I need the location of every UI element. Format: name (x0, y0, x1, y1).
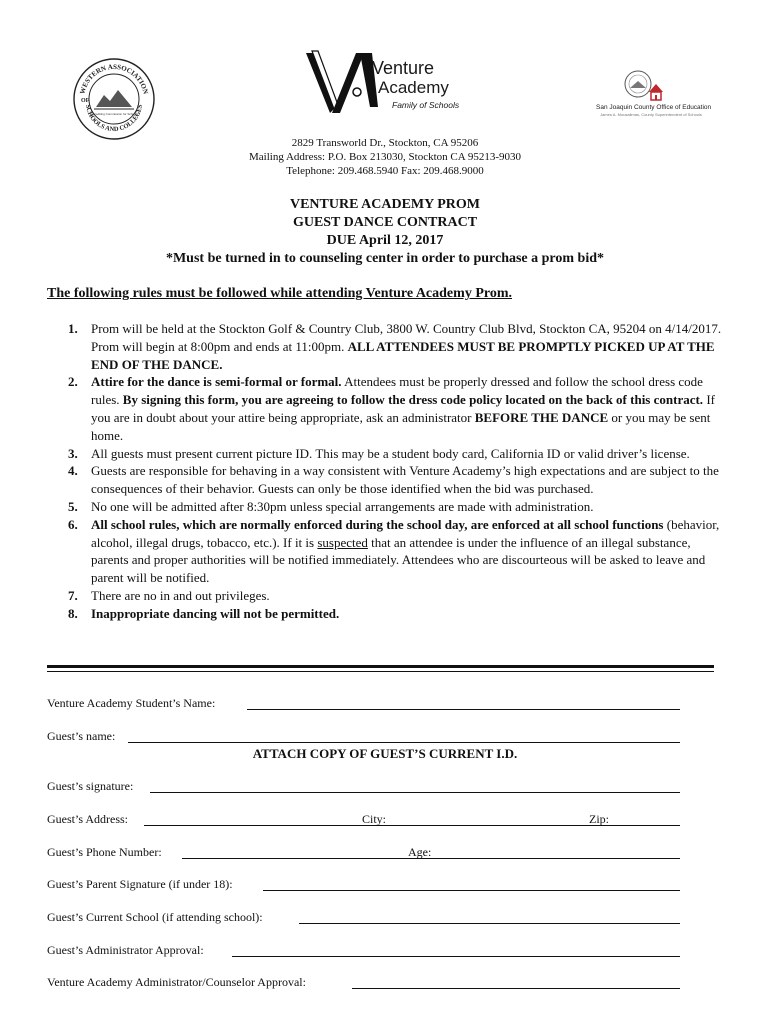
guest-address-label: Guest’s Address: (47, 812, 128, 826)
family-of-schools: Family of Schools (392, 100, 460, 110)
guest-name-label: Guest’s name: (47, 729, 116, 743)
wasc-bottom-text: SCHOOLS AND COLLEGES (84, 104, 144, 134)
title-line-1: VENTURE ACADEMY PROM (289, 197, 481, 212)
attach-id-note: ATTACH COPY OF GUEST’S CURRENT I.D. (252, 746, 518, 761)
rule-number: 3. (68, 445, 78, 461)
wasc-seal-logo (72, 57, 156, 141)
current-school-field[interactable] (299, 923, 680, 924)
student-name-field[interactable] (247, 709, 680, 710)
zip-label: Zip: (589, 812, 609, 826)
guest-signature-field[interactable] (150, 792, 680, 793)
academy-word: Academy (378, 78, 449, 97)
va-admin-approval-label: Venture Academy Administrator/Counselor Approval: (47, 975, 306, 989)
rule-number: 6. (68, 516, 78, 532)
address-line-1: 2829 Transworld Dr., Stockton, CA 95206 (291, 137, 479, 149)
rule-item-4 (47, 462, 727, 498)
rule-text: If you are in doubt about your attire being appropriate, ask an administrator (91, 392, 715, 425)
title-line-3: DUE April 12, 2017 (326, 233, 444, 248)
rule-item-8 (47, 605, 727, 623)
rule-text-bold: Inappropriate dancing will not be permitted. (91, 605, 340, 621)
rule-text: (behavior, alcohol, illegal drugs, tobacco, etc.). If it is (91, 516, 720, 550)
rule-item-6 (47, 516, 727, 587)
rule-item-7 (47, 587, 727, 605)
rules-list (47, 320, 727, 623)
sjcoe-name: San Joaquin County Office of Education (596, 104, 712, 111)
address-line-3: Telephone: 209.468.5940 Fax: 209.468.9000 (286, 165, 484, 177)
title-line-2: GUEST DANCE CONTRACT (292, 215, 478, 230)
venture-academy-logo (306, 49, 506, 117)
wasc-inner-text: Accrediting Commission for Schools (89, 112, 139, 116)
sjcoe-logo (596, 70, 712, 122)
separator-rule-thick (47, 665, 714, 668)
title-line-4: *Must be turned in to counseling center in order to purchase a prom bid* (165, 251, 605, 266)
rule-item-5 (47, 498, 727, 516)
rule-text: There are no in and out privileges. (91, 587, 270, 603)
rules-intro: The following rules must be followed while attending Venture Academy Prom. (47, 286, 512, 301)
rule-number: 1. (68, 321, 78, 336)
rule-text: Attendees must be properly dressed and follow the school dress code rules. (91, 374, 703, 408)
venture-word: Venture (372, 58, 435, 78)
rule-item-1 (47, 320, 727, 373)
current-school-label: Guest’s Current School (if attending school): (47, 910, 263, 924)
rule-text: or you may be sent home. (91, 409, 711, 443)
rule-item-3 (47, 445, 727, 463)
separator-rule-thin (47, 671, 714, 672)
admin-approval-label: Guest’s Administrator Approval: (47, 943, 204, 957)
parent-signature-field[interactable] (263, 890, 680, 891)
guest-signature-label: Guest’s signature: (47, 779, 134, 793)
rule-text: All guests must present current picture ID. This may be a student body card, California ID or valid driver’s license. (91, 445, 690, 461)
rule-text-underlined: suspected (317, 534, 368, 550)
student-name-label: Venture Academy Student’s Name: (47, 696, 216, 710)
wasc-left-text: OF (81, 98, 90, 104)
schoolhouse-icon (596, 70, 706, 104)
guest-name-field[interactable] (128, 742, 680, 743)
rule-number: 7. (68, 587, 78, 603)
rule-text: No one will be admitted after 8:30pm unless special arrangements are made with administration. (91, 498, 594, 514)
rule-item-2 (47, 373, 727, 444)
admin-approval-field[interactable] (232, 956, 680, 957)
rule-number: 4. (68, 463, 78, 479)
address-line-2: Mailing Address: P.O. Box 213030, Stockton CA 95213-9030 (249, 151, 521, 163)
rule-text-bold: By signing this form, you are agreeing to follow the dress code policy located on the back of this contract. (122, 392, 704, 408)
rule-text: that an attendee is under the influence of an illegal substance, parents and proper authorities will be notified immediately. Attendees who are discourteous will be asked to leave and parent will be notified. (91, 534, 706, 586)
wasc-top-text: WESTERN ASSOCIATION (78, 62, 150, 95)
parent-signature-label: Guest’s Parent Signature (if under 18): (47, 877, 233, 891)
rule-text-bold: All school rules, which are normally enforced during the school day, are enforced at all school functions (91, 516, 664, 532)
rule-number: 2. (68, 374, 78, 390)
va-admin-approval-field[interactable] (352, 988, 680, 989)
rule-text-bold: ALL ATTENDEES MUST BE PROMPTLY PICKED UP AT THE END OF THE DANCE. (91, 338, 715, 372)
sjcoe-sub: James A. Mousalimas, County Superintendent of Schools (600, 112, 702, 117)
rule-text-bold: BEFORE THE DANCE (474, 409, 609, 425)
rule-number: 5. (68, 498, 78, 514)
svg-text:SCHOOLS AND COLLEGES (84, 104, 144, 133)
rule-number: 8. (68, 605, 78, 621)
rule-text-bold: Attire for the dance is semi-formal or formal. (91, 374, 342, 390)
city-label: City: (362, 812, 387, 826)
age-label: Age: (408, 845, 432, 859)
rule-text: Prom will be held at the Stockton Golf & Country Club, 3800 W. Country Club Blvd, Stockton CA, 95204 on 4/14/2017. Prom will begin at 8:00pm and ends at 11:00pm. (91, 321, 722, 354)
rule-text: Guests are responsible for behaving in a way consistent with Venture Academy’s high expectations and are subject to the consequences of their behavior. Guests can only be those identified when the bid was purchased. (91, 463, 719, 497)
phone-label: Guest’s Phone Number: (47, 845, 162, 859)
